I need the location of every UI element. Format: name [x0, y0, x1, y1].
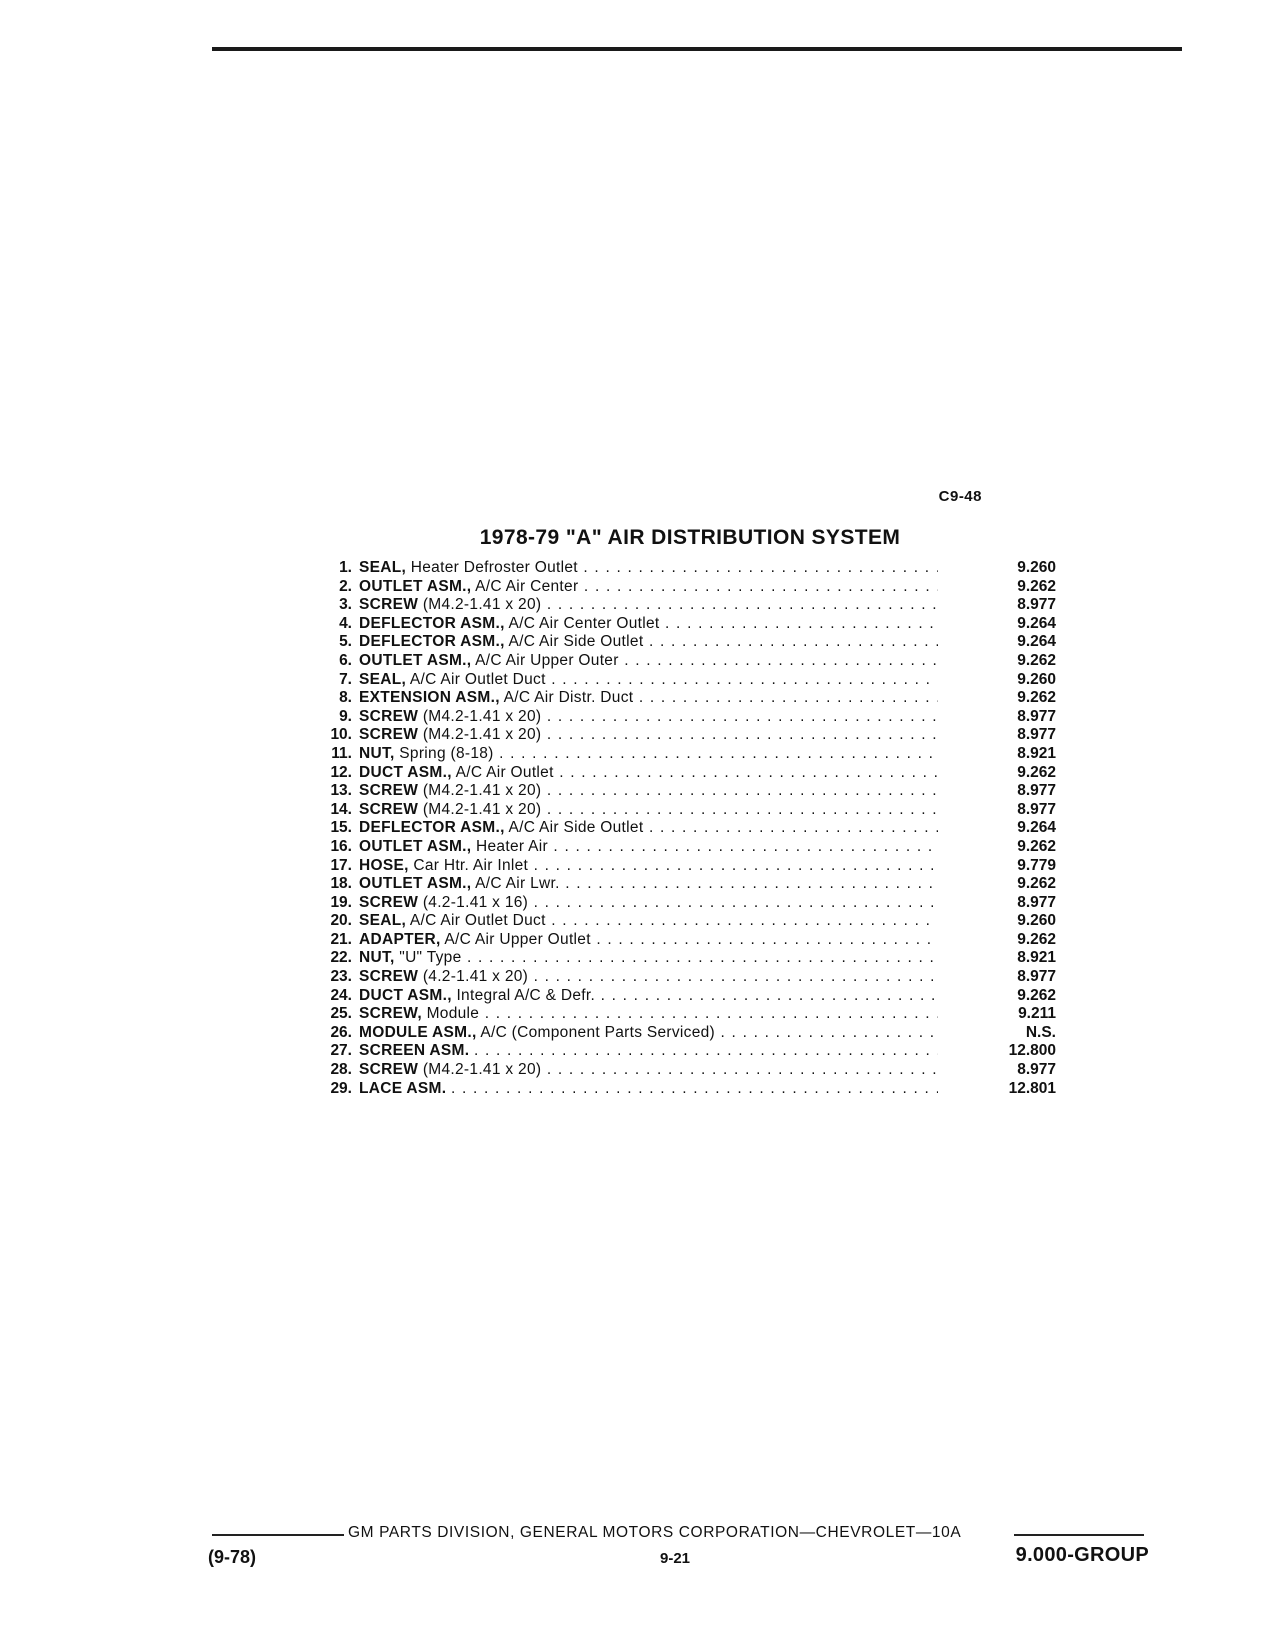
item-description	[359, 1024, 938, 1043]
group-number: 8.977	[1017, 1061, 1056, 1079]
part-detail: A/C Air Outlet	[455, 763, 554, 781]
group-number: 12.800	[1008, 1042, 1056, 1060]
item-description	[359, 857, 938, 876]
group-number: 8.977	[1017, 782, 1056, 800]
group-number: 8.921	[1017, 949, 1056, 967]
part-detail: A/C Air Center	[475, 577, 579, 595]
item-number: 29.	[330, 1079, 352, 1097]
item-description	[359, 912, 938, 931]
part-name: OUTLET ASM.,	[359, 837, 472, 855]
item-number: 3.	[339, 596, 352, 614]
list-item	[312, 764, 1064, 783]
item-description	[359, 764, 938, 783]
group-number: 9.262	[1017, 763, 1056, 781]
item-number: 14.	[330, 800, 352, 818]
item-number: 21.	[330, 930, 352, 948]
part-detail: A/C Air Center Outlet	[508, 614, 660, 632]
list-item	[312, 912, 1064, 931]
part-name: SCREW	[359, 726, 419, 744]
footer-rule-right	[1014, 1534, 1144, 1536]
part-name: EXTENSION ASM.,	[359, 689, 500, 707]
item-number: 18.	[330, 875, 352, 893]
list-item	[312, 857, 1064, 876]
item-description	[359, 578, 938, 597]
item-number: 22.	[330, 949, 352, 967]
item-number: 11.	[331, 744, 352, 762]
group-number: 8.977	[1017, 968, 1056, 986]
group-number: 9.262	[1017, 837, 1056, 855]
part-name: OUTLET ASM.,	[359, 651, 472, 669]
part-detail: A/C Air Upper Outer	[475, 651, 619, 669]
part-detail: (M4.2-1.41 x 20)	[422, 596, 542, 614]
item-number: 2.	[339, 577, 352, 595]
item-description	[359, 1005, 938, 1024]
part-name: SCREW	[359, 707, 419, 725]
item-number: 4.	[339, 614, 352, 632]
part-detail: Heater Air	[476, 837, 548, 855]
item-description	[359, 745, 938, 764]
group-number: 9.262	[1017, 577, 1056, 595]
footer-rule-left	[212, 1534, 344, 1536]
item-description	[359, 559, 938, 578]
part-name: NUT,	[359, 744, 395, 762]
item-number: 13.	[330, 782, 352, 800]
list-item	[312, 968, 1064, 987]
item-description	[359, 782, 938, 801]
part-name: SCREW	[359, 1061, 419, 1079]
part-detail: (4.2-1.41 x 20)	[422, 968, 529, 986]
list-item	[312, 875, 1064, 894]
item-description	[359, 671, 938, 690]
list-item	[312, 949, 1064, 968]
item-description	[359, 968, 938, 987]
item-description	[359, 819, 938, 838]
list-item	[312, 596, 1064, 615]
group-number: 9.260	[1017, 912, 1056, 930]
page-number: 9-21	[660, 1550, 691, 1567]
item-number: 15.	[330, 819, 352, 837]
item-number: 27.	[330, 1042, 352, 1060]
group-number: N.S.	[1025, 1023, 1056, 1041]
part-detail: A/C (Component Parts Serviced)	[480, 1023, 716, 1041]
item-number: 17.	[330, 856, 352, 874]
list-item	[312, 801, 1064, 820]
item-description	[359, 708, 938, 727]
group-number: 8.977	[1017, 596, 1056, 614]
list-item	[312, 1042, 1064, 1061]
item-description	[359, 596, 938, 615]
group-number: 9.211	[1018, 1005, 1056, 1023]
part-detail: A/C Air Outlet Duct	[409, 912, 546, 930]
part-detail: (M4.2-1.41 x 20)	[422, 726, 542, 744]
part-name: SCREEN ASM.	[359, 1042, 470, 1060]
part-detail: A/C Air Side Outlet	[508, 633, 644, 651]
list-item	[312, 1061, 1064, 1080]
part-name: SEAL,	[359, 559, 407, 576]
item-number: 24.	[330, 986, 352, 1004]
part-name: LACE ASM.	[359, 1079, 447, 1097]
list-item	[312, 671, 1064, 690]
list-item	[312, 615, 1064, 634]
group-number: 9.262	[1017, 875, 1056, 893]
list-item	[312, 819, 1064, 838]
item-number: 16.	[330, 837, 352, 855]
item-number: 6.	[339, 651, 352, 669]
item-number: 10.	[330, 726, 352, 744]
part-detail: A/C Air Side Outlet	[508, 819, 644, 837]
item-number: 25.	[330, 1005, 352, 1023]
item-description	[359, 689, 938, 708]
list-item	[312, 1024, 1064, 1043]
group-number: 8.921	[1017, 744, 1056, 762]
part-name: SEAL,	[359, 912, 407, 930]
group-number: 9.262	[1017, 986, 1056, 1004]
item-description	[359, 801, 938, 820]
part-name: SCREW	[359, 596, 419, 614]
item-number: 28.	[330, 1061, 352, 1079]
item-description	[359, 1061, 938, 1080]
part-name: SCREW	[359, 800, 419, 818]
part-detail: (M4.2-1.41 x 20)	[422, 1061, 542, 1079]
group-number: 9.260	[1017, 559, 1056, 576]
list-item	[312, 838, 1064, 857]
part-name: DEFLECTOR ASM.,	[359, 633, 505, 651]
part-detail: (M4.2-1.41 x 20)	[422, 707, 542, 725]
item-number: 5.	[339, 633, 352, 651]
item-description	[359, 1042, 938, 1061]
part-name: SCREW	[359, 893, 419, 911]
item-number: 8.	[339, 689, 352, 707]
item-description	[359, 652, 938, 671]
part-detail: (M4.2-1.41 x 20)	[422, 800, 542, 818]
top-rule	[212, 47, 1182, 51]
part-name: OUTLET ASM.,	[359, 577, 472, 595]
list-item	[312, 782, 1064, 801]
footer-date: (9-78)	[208, 1547, 257, 1567]
list-item	[312, 1005, 1064, 1024]
group-number: 8.977	[1017, 726, 1056, 744]
list-item	[312, 745, 1064, 764]
group-number: 8.977	[1017, 800, 1056, 818]
item-description	[359, 894, 938, 913]
list-item	[312, 987, 1064, 1006]
list-item	[312, 633, 1064, 652]
part-name: DEFLECTOR ASM.,	[359, 614, 505, 632]
list-item	[312, 894, 1064, 913]
list-item	[312, 726, 1064, 745]
group-number: 9.262	[1017, 930, 1056, 948]
part-name: DUCT ASM.,	[359, 986, 452, 1004]
part-name: DUCT ASM.,	[359, 763, 452, 781]
list-item	[312, 578, 1064, 597]
part-detail: A/C Air Outlet Duct	[409, 670, 546, 688]
footer-group: 9.000-GROUP	[1015, 1544, 1149, 1566]
list-item	[312, 652, 1064, 671]
group-number: 9.262	[1017, 651, 1056, 669]
part-detail: (4.2-1.41 x 16)	[422, 893, 529, 911]
part-detail: (M4.2-1.41 x 20)	[422, 782, 542, 800]
item-description	[359, 875, 938, 894]
item-number: 12.	[330, 763, 352, 781]
part-detail: A/C Air Distr. Duct	[503, 689, 634, 707]
part-name: DEFLECTOR ASM.,	[359, 819, 505, 837]
item-description	[359, 633, 938, 652]
part-name: SCREW	[359, 782, 419, 800]
part-detail: A/C Air Lwr.	[475, 875, 560, 893]
part-detail: Spring (8-18)	[399, 744, 494, 762]
part-detail: Heater Defroster Outlet	[410, 559, 578, 576]
item-description	[359, 987, 938, 1006]
part-detail: Car Htr. Air Inlet	[413, 856, 529, 874]
part-detail: Module	[426, 1005, 480, 1023]
item-description	[359, 726, 938, 745]
group-number: 9.262	[1017, 689, 1056, 707]
part-name: HOSE,	[359, 856, 409, 874]
group-number: 9.264	[1017, 614, 1056, 632]
item-description	[359, 931, 938, 950]
part-name: NUT,	[359, 949, 395, 967]
group-number: 9.260	[1017, 670, 1056, 688]
item-description	[359, 949, 938, 968]
item-number: 19.	[330, 893, 352, 911]
list-item	[312, 559, 1064, 578]
figure-reference: C9-48	[938, 488, 982, 505]
list-item	[312, 708, 1064, 727]
part-name: SCREW,	[359, 1005, 422, 1023]
list-item	[312, 689, 1064, 708]
list-item	[312, 1080, 1064, 1099]
group-number: 12.801	[1008, 1079, 1056, 1097]
group-number: 8.977	[1017, 707, 1056, 725]
item-number: 9.	[339, 707, 352, 725]
parts-list	[312, 559, 1064, 1098]
group-number: 9.264	[1017, 819, 1056, 837]
list-item	[312, 931, 1064, 950]
item-number: 20.	[330, 912, 352, 930]
part-name: MODULE ASM.,	[359, 1023, 477, 1041]
part-name: ADAPTER,	[359, 930, 441, 948]
item-description	[359, 615, 938, 634]
item-description	[359, 1080, 938, 1099]
footer-corporation: GM PARTS DIVISION, GENERAL MOTORS CORPORATION—CHEVROLET—10A	[348, 1524, 962, 1541]
part-name: SEAL,	[359, 670, 407, 688]
item-number: 23.	[330, 968, 352, 986]
group-number: 8.977	[1017, 893, 1056, 911]
item-number: 7.	[339, 670, 352, 688]
group-number: 9.779	[1017, 856, 1056, 874]
part-detail: Integral A/C & Defr.	[456, 986, 596, 1004]
page-title: 1978-79 "A" AIR DISTRIBUTION SYSTEM	[479, 526, 901, 549]
part-detail: A/C Air Upper Outlet	[444, 930, 591, 948]
part-name: OUTLET ASM.,	[359, 875, 472, 893]
part-detail: "U" Type	[399, 949, 462, 967]
part-name: SCREW	[359, 968, 419, 986]
item-number: 26.	[330, 1023, 352, 1041]
group-number: 9.264	[1017, 633, 1056, 651]
item-number: 1.	[339, 559, 352, 576]
item-description	[359, 838, 938, 857]
